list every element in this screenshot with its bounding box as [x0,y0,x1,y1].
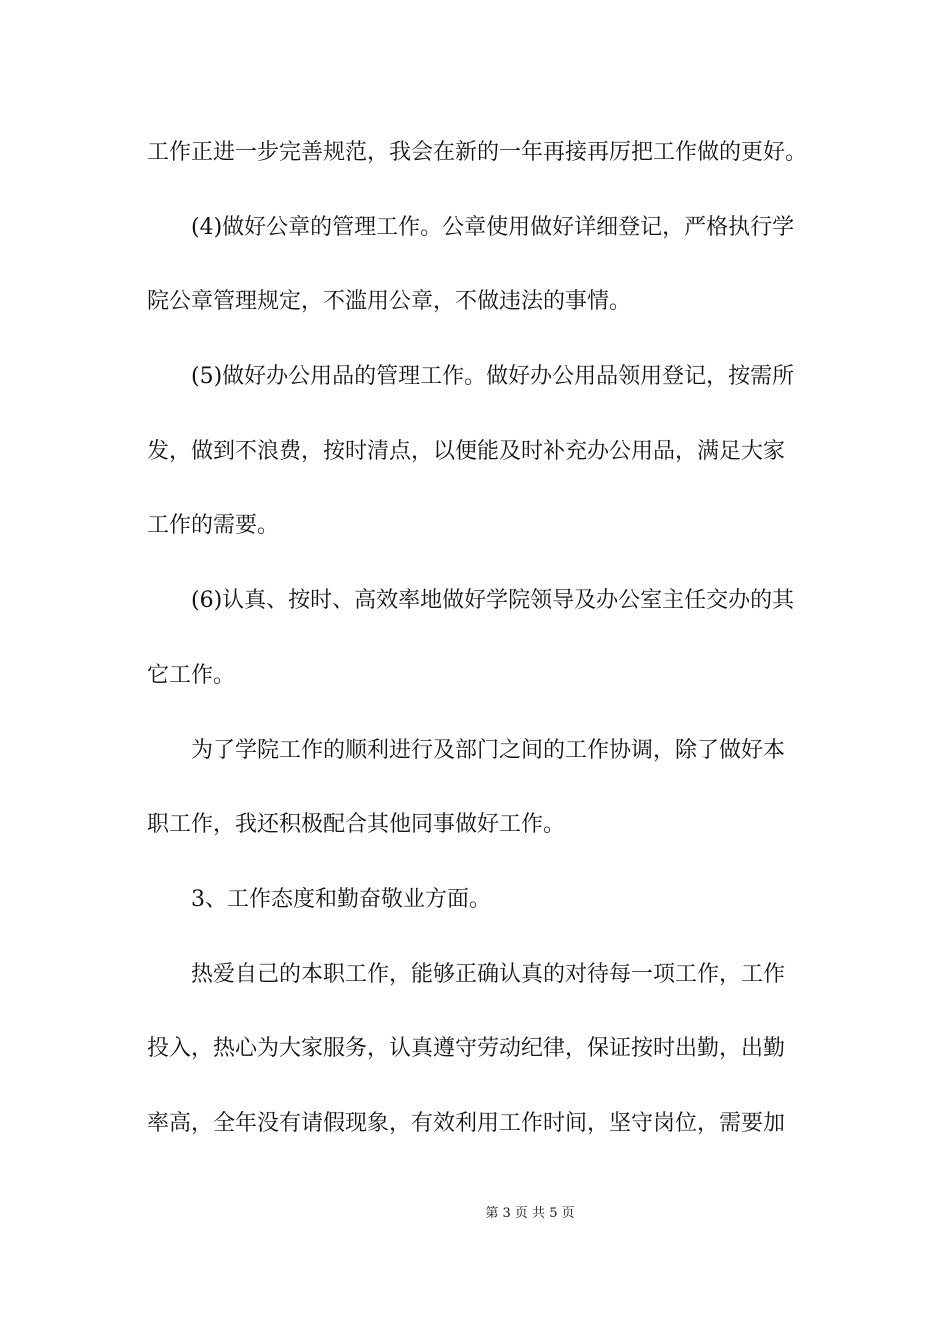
body-line-12: 热爱自己的本职工作，能够正确认真的对待每一项工作，工作 [191,962,786,987]
body-line-7: (6)认真、按时、高效率地做好学院领导及办公室主任交办的其 [191,588,795,613]
body-line-4: (5)做好办公用品的管理工作。做好办公用品领用登记，按需所 [191,364,795,389]
body-line-5: 发，做到不浪费，按时清点，以便能及时补充办公用品，满足大家 [147,439,786,464]
body-line-9: 为了学院工作的顺利进行及部门之间的工作协调，除了做好本 [191,738,786,763]
body-line-13: 投入，热心为大家服务，认真遵守劳动纪律，保证按时出勤，出勤 [147,1036,786,1061]
body-line-8: 它工作。 [147,663,236,688]
page-number-footer: 第 3 页 共 5 页 [485,1206,575,1221]
body-line-3: 院公章管理规定，不滥用公章，不做违法的事情。 [147,289,632,314]
body-line-10: 职工作，我还积极配合其他同事做好工作。 [147,812,566,837]
body-line-6: 工作的需要。 [147,513,280,538]
section-heading: 3、工作态度和勤奋敬业方面。 [191,887,491,912]
body-line-2: (4)做好公章的管理工作。公章使用做好详细登记，严格执行学 [191,215,795,240]
body-line-14: 率高，全年没有请假现象，有效利用工作时间，坚守岗位，需要加 [147,1111,786,1136]
body-line-1: 工作正进一步完善规范，我会在新的一年再接再厉把工作做的更好。 [147,140,808,165]
